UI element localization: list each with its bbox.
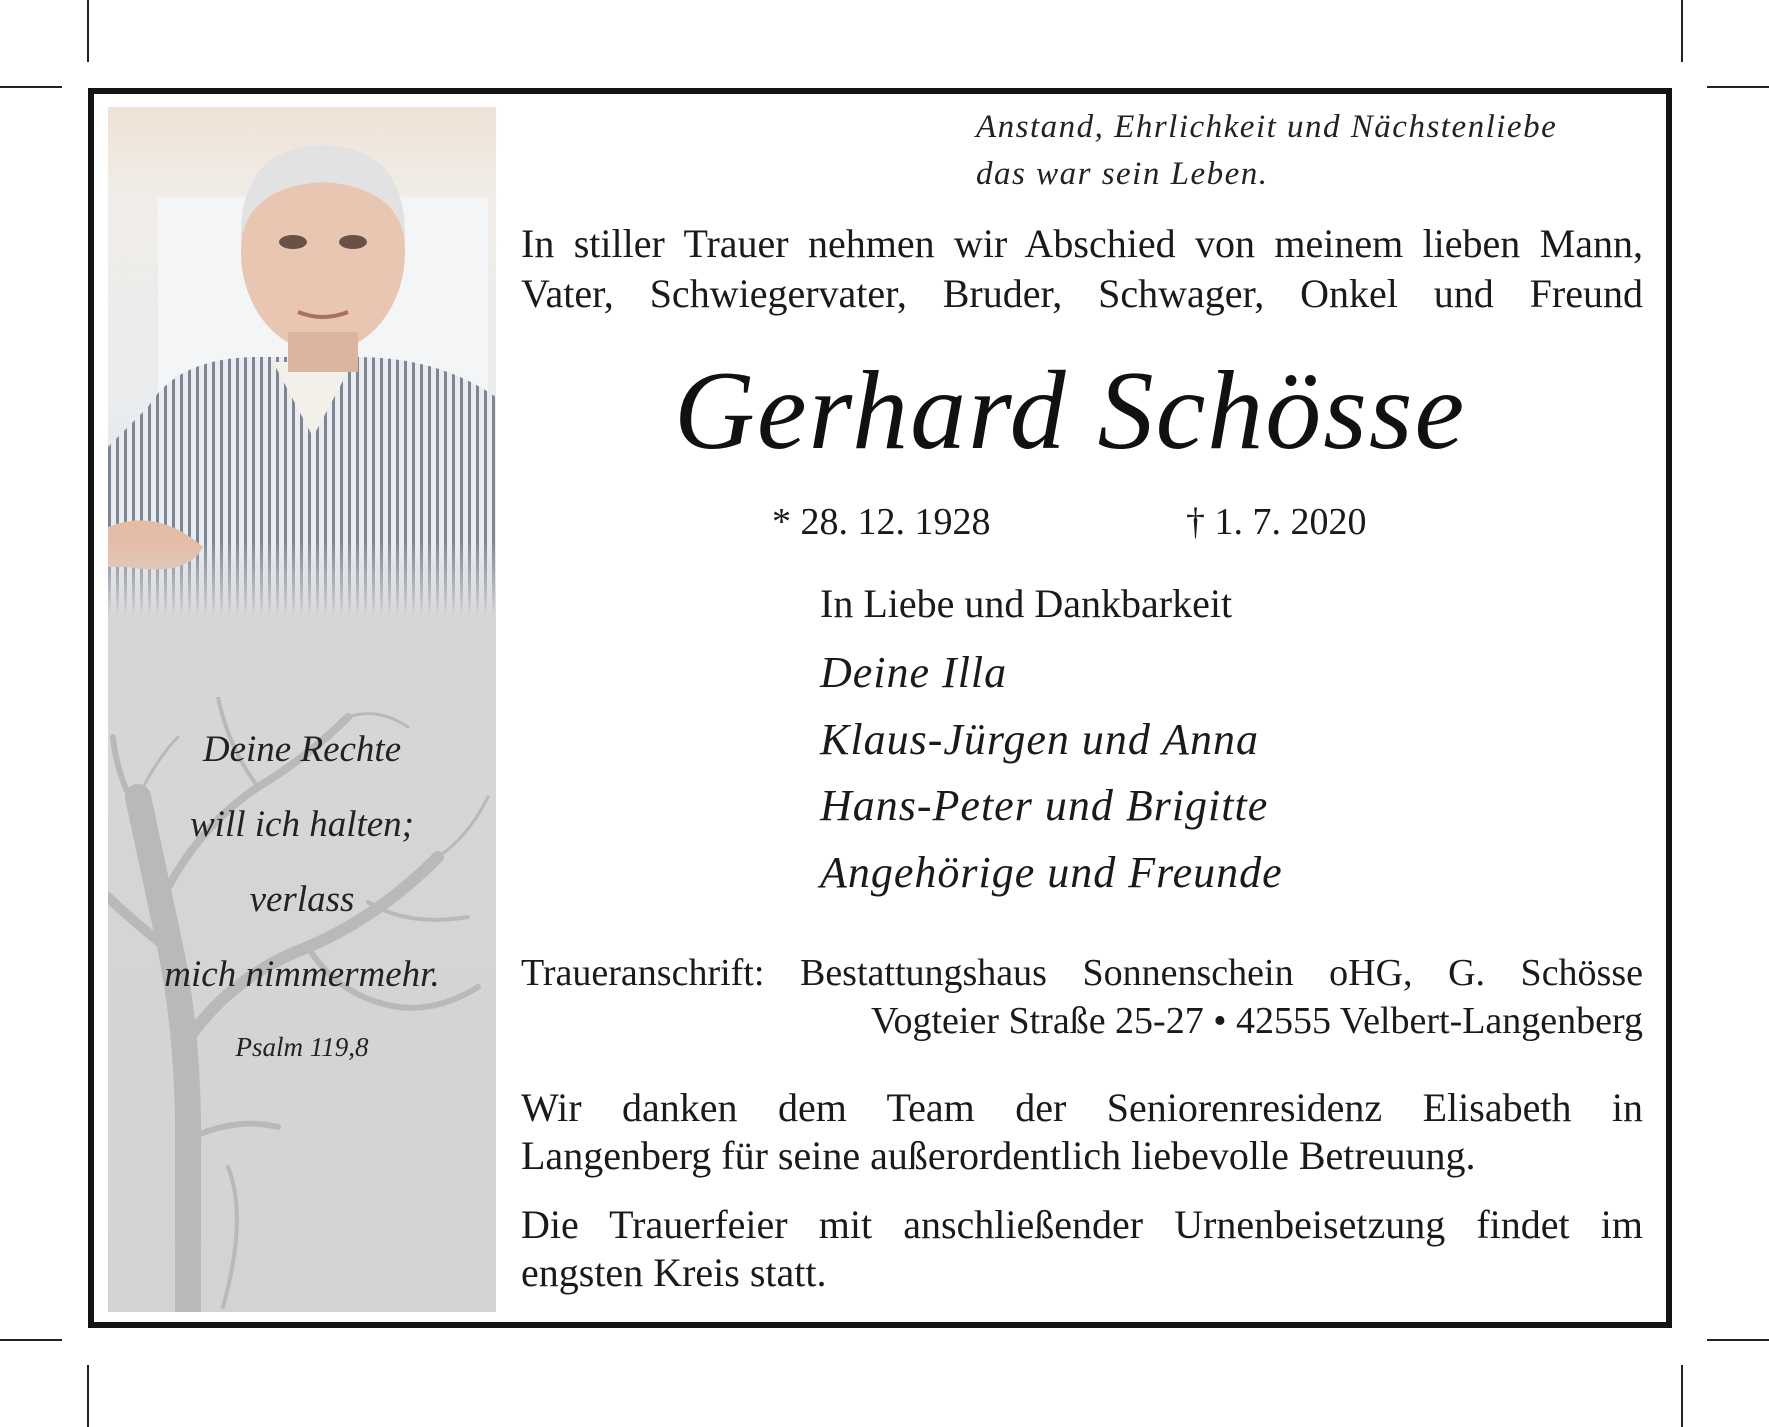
thanks-paragraph [521,1084,1643,1180]
verse-line: mich nimmermehr. [164,954,440,995]
motto [976,104,1557,198]
crop-mark [0,1339,62,1341]
obituary-text [94,94,1666,1322]
crop-mark [1681,0,1683,62]
crop-mark [1707,86,1769,88]
crop-mark [87,0,89,62]
mourner-name: Hans-Peter und Brigitte [820,781,1269,830]
mourning-address-line2: Vogteier Straße 25-27 • 42555 Velbert-Langenberg [870,1000,1643,1042]
intro-line: In stiller Trauer nehmen wir Abschied von meinem lieben Mann, [521,221,1643,266]
crop-mark [1681,1365,1683,1427]
mourner-name: Angehörige und Freunde [820,847,1283,897]
verse-reference: Psalm 119,8 [235,1032,369,1062]
crop-mark [1707,1339,1769,1341]
mourner-name: Klaus-Jürgen und Anna [820,714,1259,764]
motto-line: Anstand, Ehrlichkeit und Nächstenliebe [976,109,1558,145]
verse-line: verlass [249,879,355,920]
intro-line: Vater, Schwiegervater, Bruder, Schwager, Onkel und Freund [521,271,1643,316]
paragraph-line: Die Trauerfeier mit anschließender Urnenbeisetzung findet im [521,1202,1643,1247]
verse-line: Deine Rechte [202,729,402,770]
intro-text [521,219,1643,319]
mourners-intro: In Liebe und Dankbarkeit [820,581,1233,626]
mourner-name: Deine Illa [820,648,1008,697]
obituary-frame [88,88,1672,1328]
ceremony-paragraph [521,1201,1643,1297]
birth-date: * 28. 12. 1928 [772,501,991,543]
death-date: † 1. 7. 2020 [1186,501,1367,543]
motto-line: das war sein Leben. [976,156,1269,192]
paragraph-line: engsten Kreis statt. [521,1250,827,1295]
paragraph-line: Wir danken dem Team der Seniorenresidenz Elisabeth in [521,1085,1643,1130]
crop-mark [0,86,62,88]
crop-mark [87,1365,89,1427]
verse-line: will ich halten; [189,804,415,845]
mourning-address-line1: Traueranschrift: Bestattungshaus Sonnenschein oHG, G. Schösse [521,952,1643,994]
deceased-name: Gerhard Schösse [674,349,1467,473]
paragraph-line: Langenberg für seine außerordentlich liebevolle Betreuung. [521,1133,1476,1178]
mourners-list [820,640,1283,906]
